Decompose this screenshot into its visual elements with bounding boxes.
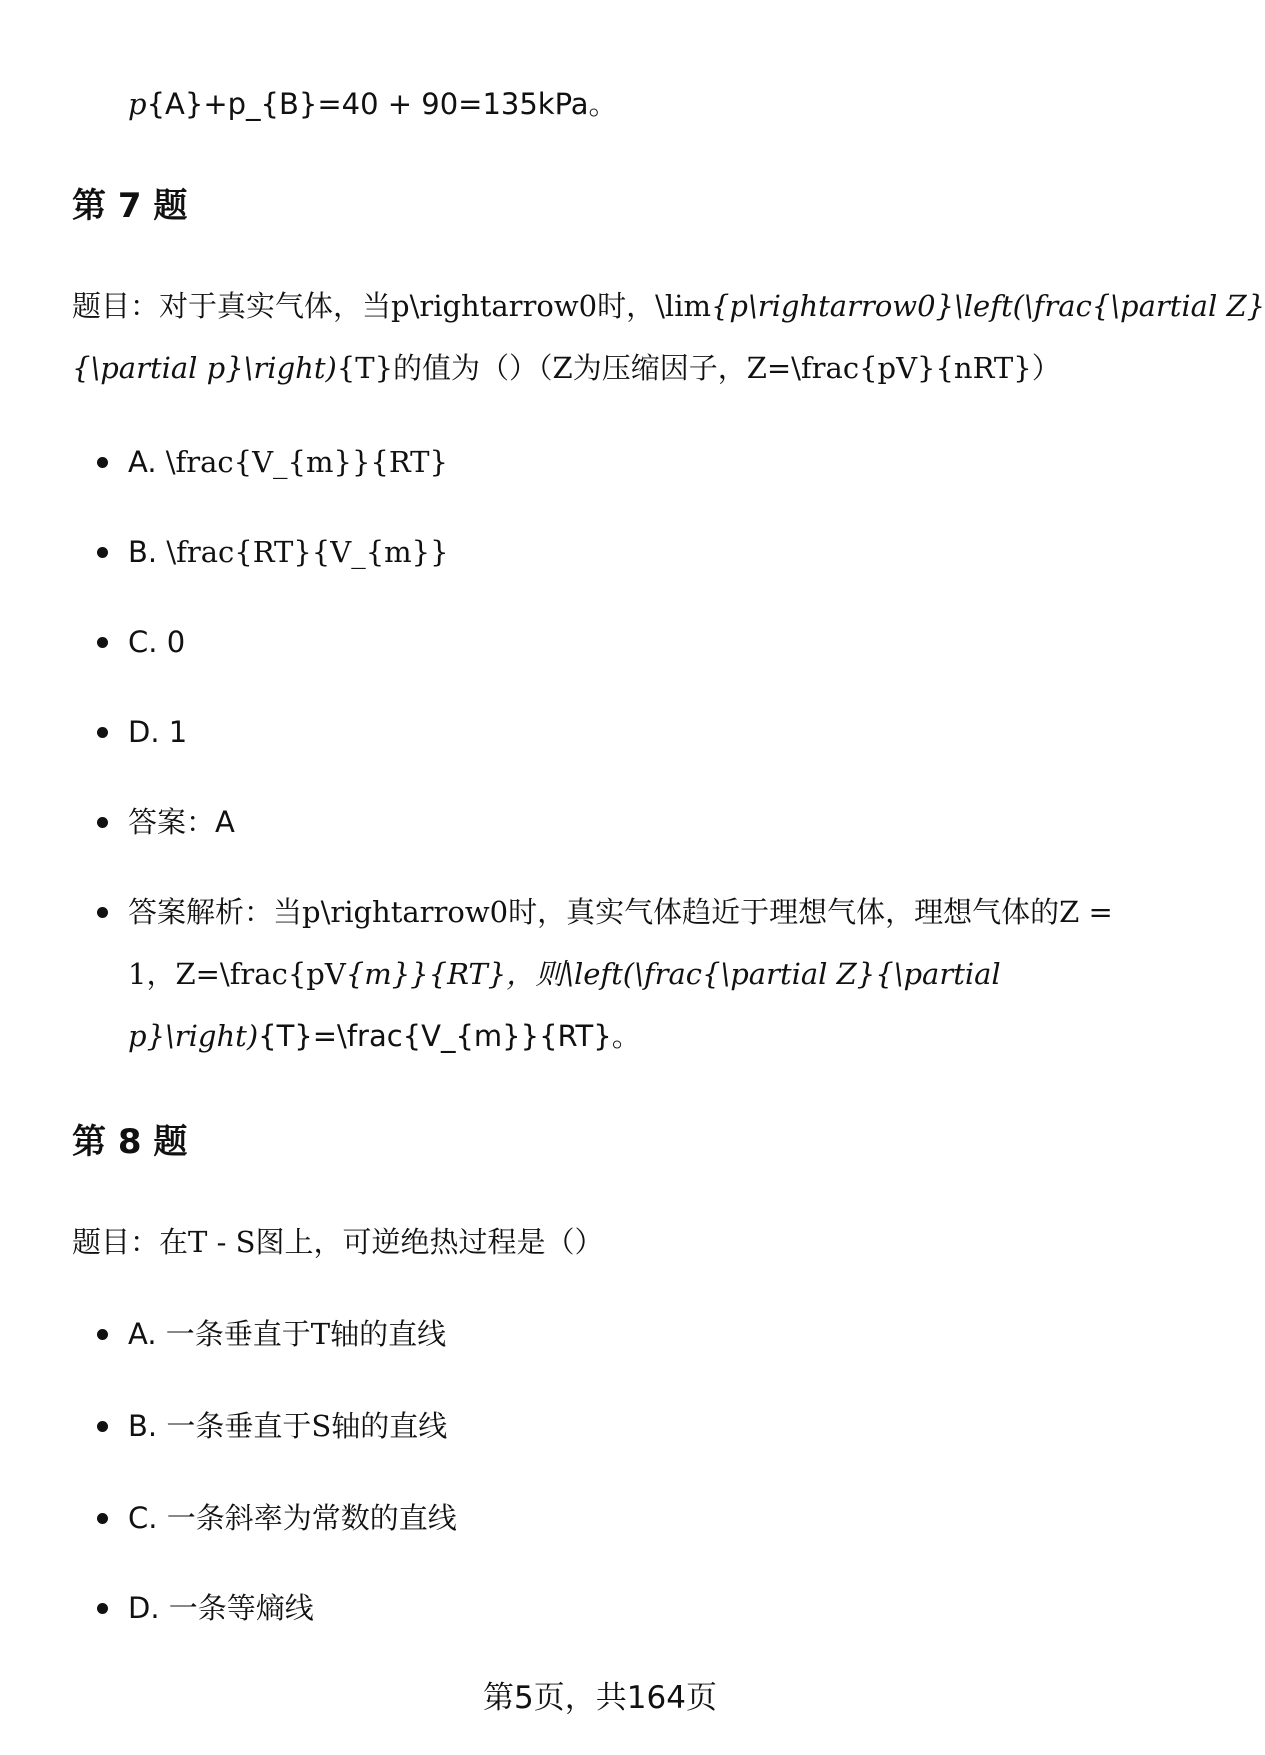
stem-text: ） [1031, 351, 1061, 385]
option-text: 轴的直线 [331, 1409, 448, 1443]
explanation-text: {T}=\frac{V_{m}}{RT}。 [258, 1019, 641, 1053]
option-letter: B. [128, 535, 167, 569]
math-text: p\rightarrow0 [391, 289, 598, 323]
question-8-option-c [128, 1498, 1218, 1538]
question-7-heading: 第 7 题 [72, 186, 188, 226]
bullet-icon [97, 1603, 108, 1614]
bullet-icon [97, 457, 108, 468]
question-7-option-c [128, 622, 1218, 662]
question-7-option-a [128, 442, 1218, 482]
option-text: 0 [166, 625, 186, 659]
option-text: \frac{V_{m}}{RT} [165, 445, 448, 479]
math-italic: p}\right) [128, 1019, 259, 1053]
bullet-icon [97, 907, 108, 918]
math-italic: {m}}{RT}，则\left(\frac{\partial Z}{\partial [345, 957, 1001, 991]
bullet-icon [97, 1421, 108, 1432]
option-letter: D. [128, 1591, 169, 1625]
option-letter: D. [128, 715, 169, 749]
previous-answer-tail [128, 84, 1218, 124]
math-text: Z=\frac{pV [175, 957, 346, 991]
option-text: 轴的直线 [330, 1317, 447, 1351]
math-text: \lim [655, 289, 711, 323]
option-text: 1 [168, 715, 188, 749]
math-text: T - S [188, 1225, 256, 1259]
bullet-icon [97, 817, 108, 828]
question-8-option-a [128, 1314, 1218, 1354]
question-8-option-b [128, 1406, 1218, 1446]
bullet-icon [97, 1513, 108, 1524]
tail-text: {A}+p_{B}=40 + 90=135kPa。 [146, 87, 618, 121]
question-7-explanation-line-1 [128, 892, 1218, 932]
option-text: \frac{RT}{V_{m}} [166, 535, 449, 569]
stem-text: 题目：对于真实气体，当 [72, 289, 392, 323]
question-8-heading: 第 8 题 [72, 1122, 188, 1162]
option-letter: A. [128, 1317, 166, 1351]
question-7-stem-line-2 [72, 348, 1162, 388]
question-7-option-b [128, 532, 1218, 572]
page-footer: 第5页，共164页 [483, 1680, 717, 1716]
math-text: T [310, 1317, 331, 1351]
question-8-stem [72, 1222, 1162, 1262]
stem-text: 时， [597, 289, 656, 323]
option-letter: B. [128, 1409, 167, 1443]
math-italic: {p\rightarrow0}\left(\frac{\partial Z} [710, 289, 1265, 323]
option-text: 一条斜率为常数的直线 [166, 1501, 457, 1535]
bullet-icon [97, 547, 108, 558]
bullet-icon [97, 637, 108, 648]
stem-text: 的值为（）（ [393, 351, 553, 385]
question-7-explanation-line-2 [128, 954, 1218, 994]
explanation-text: 答案解析：当 [128, 895, 303, 929]
option-text: 一条等熵线 [168, 1591, 314, 1625]
option-letter: A. [128, 445, 166, 479]
bullet-icon [97, 727, 108, 738]
math-italic: p [128, 87, 147, 121]
question-7-answer: 答案：A [128, 805, 235, 839]
bullet-icon [97, 1329, 108, 1340]
question-7-stem-line-1 [72, 286, 1265, 326]
stem-text: 图上，可逆绝热过程是（） [255, 1225, 604, 1259]
math-text: S [311, 1409, 332, 1443]
math-text: Z = [1059, 895, 1113, 929]
explanation-text: ， [146, 957, 176, 991]
math-text: Z [552, 351, 573, 385]
math-text: Z=\frac{pV}{nRT} [746, 351, 1032, 385]
option-letter: C. [128, 625, 167, 659]
question-8-option-d [128, 1588, 1218, 1628]
explanation-text: 时，真实气体趋近于理想气体，理想气体的 [508, 895, 1060, 929]
option-letter: C. [128, 1501, 167, 1535]
option-text: 一条垂直于 [166, 1409, 312, 1443]
question-7-explanation-line-3 [128, 1016, 1218, 1056]
stem-text: 为压缩因子， [572, 351, 747, 385]
math-text: 1 [128, 957, 147, 991]
math-italic: {\partial p}\right) [72, 351, 337, 385]
math-text: {T} [336, 351, 394, 385]
option-text: 一条垂直于 [165, 1317, 311, 1351]
math-text: p\rightarrow0 [302, 895, 509, 929]
stem-text: 题目：在 [72, 1225, 189, 1259]
question-7-option-d [128, 712, 1218, 752]
